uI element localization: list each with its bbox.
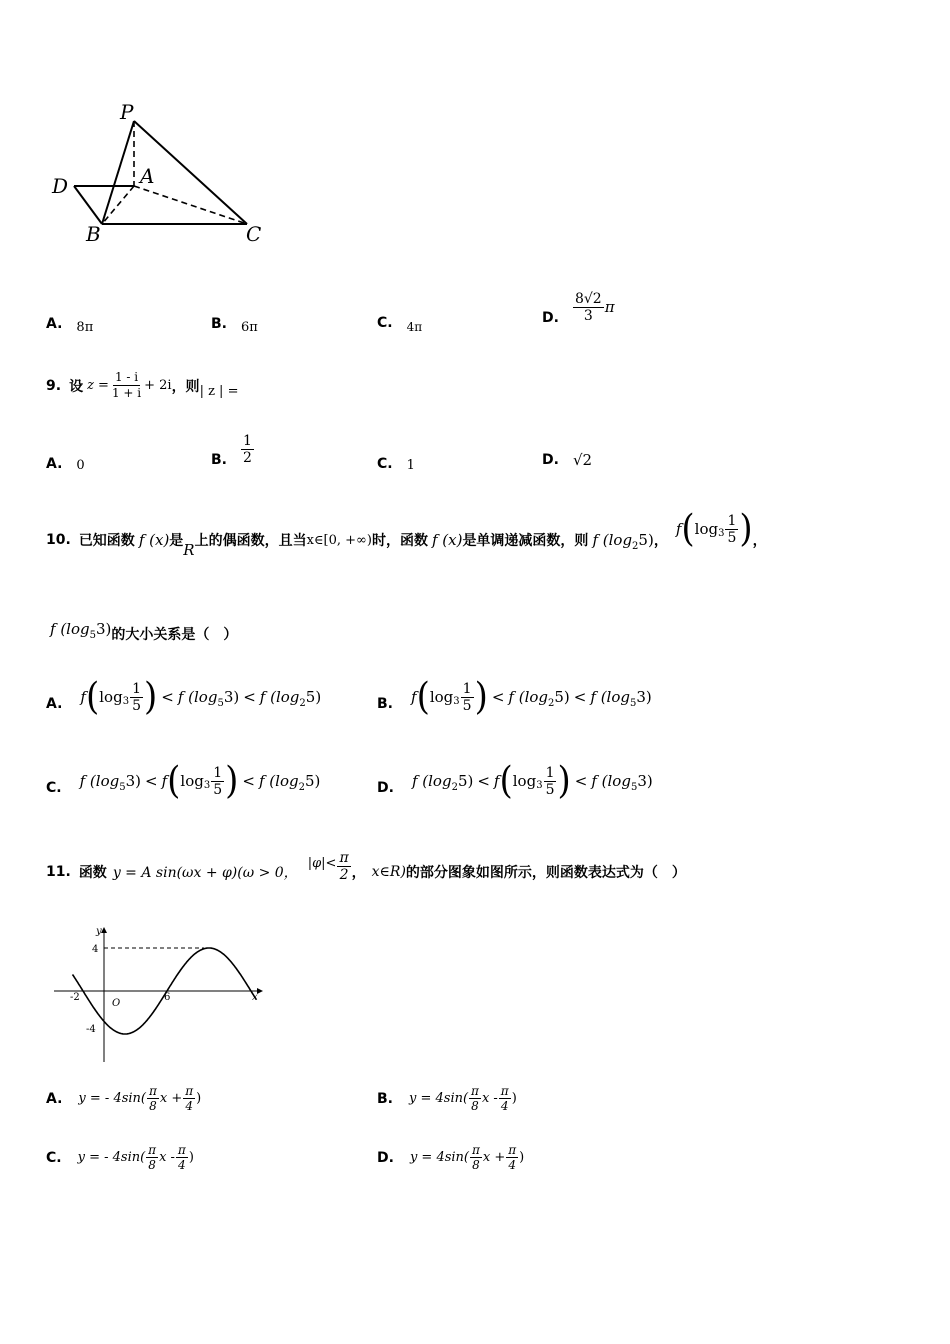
origin-label: O <box>112 998 121 1009</box>
sine-graph <box>50 922 270 1067</box>
q9-option-b[interactable]: B. $\frac{1}{2}$ <box>211 432 252 468</box>
pyramid-figure <box>40 95 280 255</box>
q9-stem: 9. 设 z = $\frac{1 - i}{1 + i}$ + 2i ，则 | z | = <box>46 370 239 400</box>
q8-option-c[interactable]: C. 4π <box>377 315 423 334</box>
q11-option-b[interactable]: B. y = 4sin( $\frac{\pi}{8}$ x - $\frac{\pi}{4}$ ) <box>377 1084 517 1113</box>
x-six-label: 6 <box>164 992 171 1003</box>
q10-option-a[interactable]: A. f ( log 3 $\frac{1}{5}$ ) < f $(\log_53)$ < f $(\log_25)$ <box>46 675 322 719</box>
y-min-label: -4 <box>86 1024 96 1035</box>
q8-option-d[interactable]: D. $\frac{8√2}{3}$ π <box>542 290 615 326</box>
q9-option-a[interactable]: A. 0 <box>46 455 85 473</box>
q10-stem-line2: f $(\log_53)$ 的大小关系是（ ） <box>50 620 238 643</box>
q9-option-d[interactable]: D. √2 <box>542 451 593 469</box>
point-p-label: P <box>120 100 134 124</box>
q10-option-d[interactable]: D. f $(\log_25)$ < f ( log 3 $\frac{1}{5}$ ) < f $(\log_53)$ <box>377 759 653 803</box>
point-d-label: D <box>52 174 69 198</box>
q11-stem: 11. 函数 y = A sin(ωx + φ)(ω > 0， |φ|< $\frac{\pi}{2}$ ， x∈R) 的部分图象如图所示，则函数表达式为（ ） <box>46 849 686 883</box>
point-b-label: B <box>86 222 101 246</box>
y-max-label: 4 <box>92 944 99 955</box>
point-a-label: A <box>140 164 155 188</box>
q10-stem: 10. 已知函数 f (x) 是 R 上的偶函数，且当 x∈[0, +∞) 时，函数 f (x) 是单调递减函数，则 f $(\log_25)$ ， f ( log 3 $\frac{1}{5}$ ) ， <box>46 507 767 559</box>
y-axis-label: y <box>96 926 102 937</box>
x-axis-label: x <box>252 992 258 1003</box>
q10-option-c[interactable]: C. f $(\log_53)$ < f ( log 3 $\frac{1}{5}$ ) < f $(\log_25)$ <box>46 759 321 803</box>
q10-option-b[interactable]: B. f ( log 3 $\frac{1}{5}$ ) < f $(\log_25)$ < f $(\log_53)$ <box>377 675 652 719</box>
q11-option-c[interactable]: C. y = - 4sin( $\frac{\pi}{8}$ x - $\frac{\pi}{4}$ ) <box>46 1143 194 1172</box>
q11-option-d[interactable]: D. y = 4sin( $\frac{\pi}{8}$ x + $\frac{\pi}{4}$ ) <box>377 1143 525 1172</box>
q8-option-b[interactable]: B. 6π <box>211 315 258 335</box>
x-neg-label: -2 <box>70 992 80 1003</box>
q11-option-a[interactable]: A. y = - 4sin( $\frac{\pi}{8}$ x + $\frac{\pi}{4}$ ) <box>46 1084 202 1113</box>
q9-option-c[interactable]: C. 1 <box>377 455 415 473</box>
point-c-label: C <box>246 222 262 246</box>
q8-option-a[interactable]: A. 8π <box>46 315 94 335</box>
